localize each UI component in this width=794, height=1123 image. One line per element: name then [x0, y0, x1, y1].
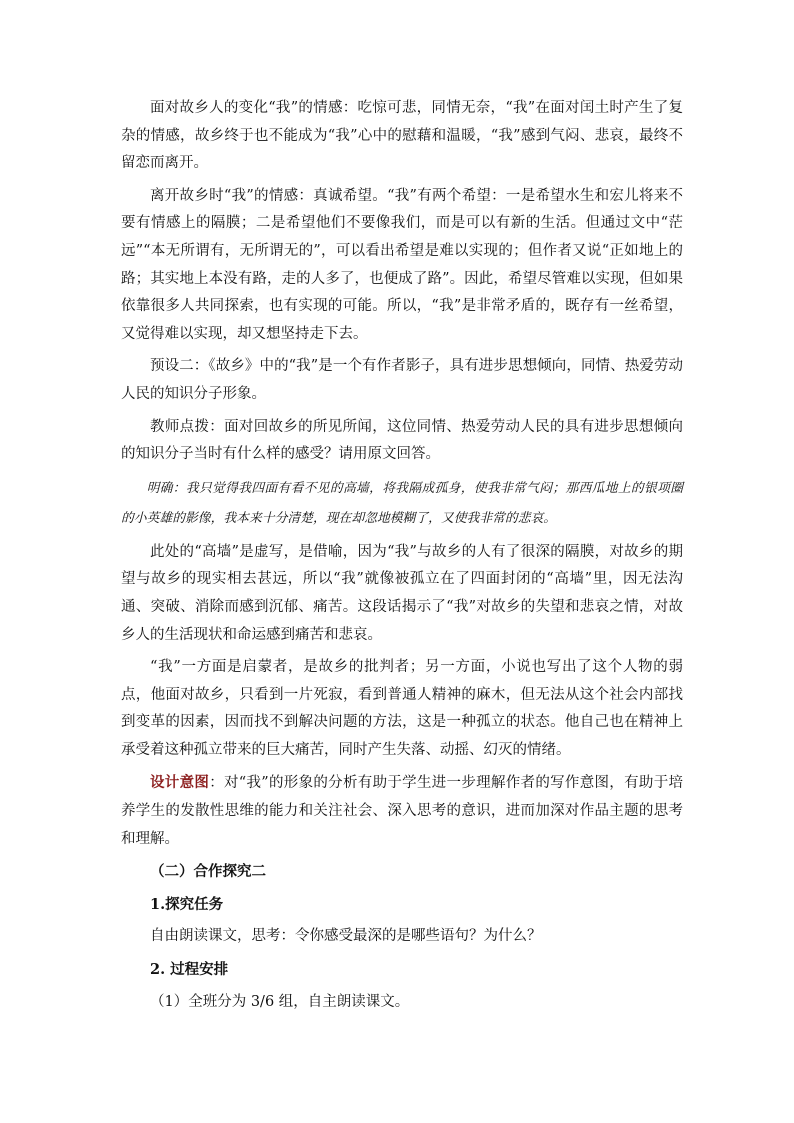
paragraph-design-intent	[121, 769, 683, 853]
paragraph-high-wall-analysis: 此处的“高墙”是虚写，是借喻，因为“我”与故乡的人有了很深的隔膜，对故乡的期望与故乡的现实相去甚远，所以“我”就像被孤立在了四面封闭的“高墙”里，因无法沟通、突破、消除而感到沉郁、痛苦。这段话揭示了“我”对故乡的失望和悲哀之情，对故乡人的生活现状和命运感到痛苦和悲哀。	[121, 543, 683, 643]
paragraph-preset-two: 预设二：《故乡》中的“我”是一个有作者影子，具有进步思想倾向，同情、热爱劳动人民的知识分子形象。	[121, 358, 683, 402]
paragraph-teacher-guidance: 教师点拨：面对回故乡的所见所闻，这位同情、热爱劳动人民的具有进步思想倾向的知识分子当时有什么样的感受？请用原文回答。	[121, 418, 683, 463]
subheading-process: 2. 过程安排	[150, 961, 229, 979]
paragraph-character-weakness: “我”一方面是启蒙者，是故乡的批判者；另一方面，小说也写出了这个人物的弱点，他面对故乡，只看到一片死寂，看到普通人精神的麻木，但无法从这个社会内部找到变革的因素，因而找不到解决问题的方法，这是一种孤立的状态。他自己也在精神上承受着这种孤立带来的巨大痛苦，同时产生失落、动摇、幻灭的情绪。	[121, 659, 683, 758]
paragraph-process-step-one: （1）全班分为 3/6 组，自主朗读课文。	[150, 993, 410, 1010]
paragraph-homeland-people-emotion: 面对故乡人的变化“我”的情感：吃惊可悲，同情无奈，“我”在面对闰土时产生了复杂的情感，故乡终于也不能成为“我”心中的慰藉和温暖，“我”感到气闷、悲哀，最终不留恋而离开。	[121, 100, 683, 172]
subheading-inquiry-task: 1.探究任务	[150, 895, 224, 913]
design-intent-label: 设计意图	[150, 774, 210, 792]
document-body	[121, 95, 683, 1021]
paragraph-inquiry-question: 自由朗读课文，思考：令你感受最深的是哪些语句？为什么？	[150, 928, 542, 945]
paragraph-quoted-answer: 明确：我只觉得我四面有看不见的高墙，将我隔成孤身，使我非常气闷；那西瓜地上的银项圈的小英雄的影像，我本来十分清楚，现在却忽地模糊了，又使我非常的悲哀。	[121, 480, 683, 526]
paragraph-leaving-hope: 离开故乡时“我”的情感：真诚希望。“我”有两个希望：一是希望水生和宏儿将来不要有情感上的隔膜；二是希望他们不要像我们，而是可以有新的生活。但通过文中“茫远”“本无所谓有，无所谓无的”，可以看出希望是难以实现的；但作者又说“正如地上的路；其实地上本没有路，走的人多了，也便成了路”。因此，希望尽管难以实现，但如果依靠很多人共同探索，也有实现的可能。所以，“我”是非常矛盾的，既存有一丝希望，又觉得难以实现，却又想坚持走下去。	[121, 187, 683, 342]
section-heading-cooperative-inquiry: （二）合作探究二	[150, 863, 266, 881]
design-intent-text: ：对“我”的形象的分析有助于学生进一步理解作者的写作意图，有助于培养学生的发散性思维的能力和关注社会、深入思考的意识，进而加深对作品主题的思考和理解。	[121, 775, 683, 847]
